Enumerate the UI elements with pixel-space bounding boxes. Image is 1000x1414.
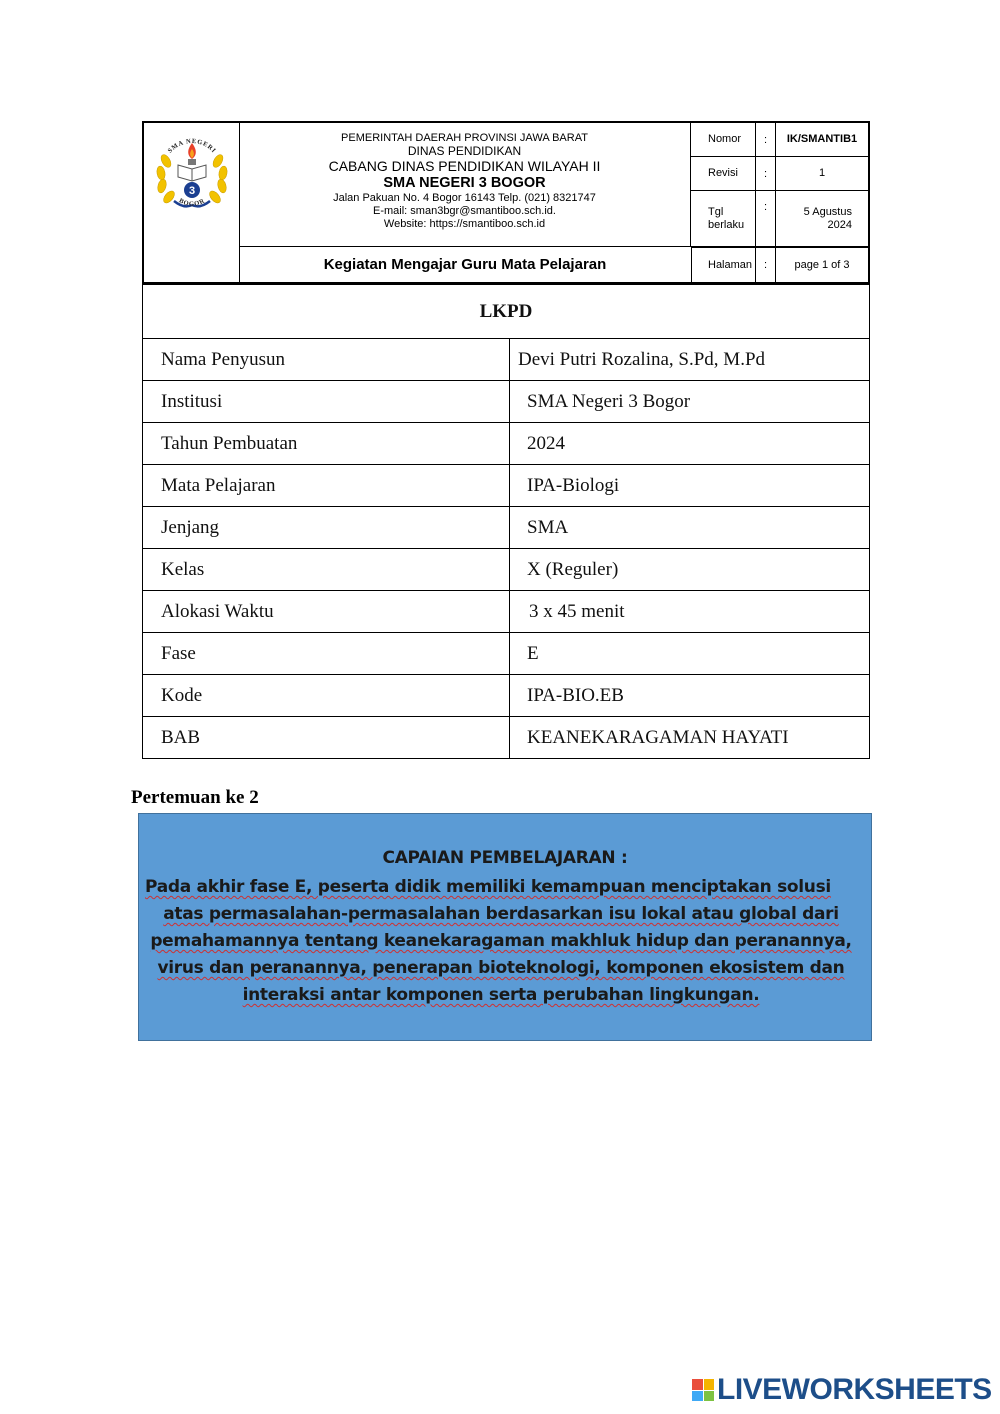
meta-label: Halaman: [691, 248, 756, 282]
row-label: Fase: [143, 633, 510, 675]
table-row: [143, 423, 870, 465]
meta-colon: :: [756, 248, 776, 282]
row-value: SMA Negeri 3 Bogor: [510, 381, 870, 423]
meta-value: page 1 of 3: [794, 258, 850, 271]
meeting-heading: Pertemuan ke 2: [131, 787, 259, 808]
row-label: Kelas: [143, 549, 510, 591]
logo-cell: [144, 123, 240, 282]
liveworksheets-brand: [692, 1375, 992, 1405]
row-value: 3 x 45 menit: [510, 591, 870, 633]
logo-number: 3: [188, 185, 196, 197]
meta-value: 1: [818, 167, 826, 179]
row-label: Tahun Pembuatan: [143, 423, 510, 465]
row-label: Alokasi Waktu: [143, 591, 510, 633]
meta-row-revisi: [691, 157, 868, 191]
email-line: E-mail: sman3bgr@smantiboo.sch.id.: [373, 205, 556, 217]
outcome-line: atas permasalahan-permasalahan berdasarkan isu lokal atau global dari: [163, 904, 839, 924]
document-header: [142, 121, 870, 284]
brand-name: LIVEWORKSHEETS: [717, 1373, 992, 1406]
branch-line: CABANG DINAS PENDIDIKAN WILAYAH II: [328, 158, 601, 174]
activity-title: Kegiatan Mengajar Guru Mata Pelajaran: [239, 247, 692, 282]
meta-row-nomor: [691, 123, 868, 157]
learning-outcome-text: [145, 874, 857, 1009]
row-label: Institusi: [143, 381, 510, 423]
table-row: [143, 633, 870, 675]
row-value: Devi Putri Rozalina, S.Pd, M.Pd: [510, 339, 870, 381]
meta-colon: :: [756, 123, 776, 156]
learning-outcome-title: CAPAIAN PEMBELAJARAN :: [382, 848, 628, 868]
logo-text-bottom: BOGOR: [177, 197, 207, 208]
table-row: [143, 549, 870, 591]
table-row: [143, 465, 870, 507]
institution-cell: [239, 123, 691, 247]
row-value: IPA-BIO.EB: [510, 675, 870, 717]
row-value: E: [510, 633, 870, 675]
row-label: BAB: [143, 717, 510, 759]
meta-value: IK/SMANTIB1: [786, 133, 858, 145]
row-value: X (Reguler): [510, 549, 870, 591]
address-line: Jalan Pakuan No. 4 Bogor 16143 Telp. (021) 8321747: [333, 192, 596, 204]
outcome-line: pemahamannya tentang keanekaragaman makhluk hidup dan peranannya,: [150, 931, 852, 951]
table-row: [143, 591, 870, 633]
row-label: Kode: [143, 675, 510, 717]
row-label: Mata Pelajaran: [143, 465, 510, 507]
meta-row-tgl-berlaku: [691, 191, 868, 247]
table-row: [143, 675, 870, 717]
liveworksheets-logo-icon: [692, 1379, 714, 1401]
row-label: Jenjang: [143, 507, 510, 549]
table-row: [143, 717, 870, 759]
website-line: Website: https://smantiboo.sch.id: [383, 218, 546, 230]
lkpd-info-table: [142, 284, 870, 759]
learning-outcome-box: [138, 813, 872, 1041]
table-row: [143, 339, 870, 381]
table-title-row: [143, 285, 870, 339]
row-label: Nama Penyusun: [143, 339, 510, 381]
meta-colon: :: [756, 191, 776, 246]
table-row: [143, 381, 870, 423]
dept-line: DINAS PENDIDIKAN: [407, 144, 522, 158]
meta-label: Nomor: [691, 123, 756, 156]
gov-line: PEMERINTAH DAERAH PROVINSI JAWA BARAT: [341, 132, 588, 144]
meta-value: 5 Agustus 2024: [803, 205, 852, 231]
meta-label: Tgl berlaku: [691, 191, 756, 246]
row-value: IPA-Biologi: [510, 465, 870, 507]
logo-text-top: SMA NEGERI: [166, 137, 218, 155]
outcome-line: interaksi antar komponen serta perubahan lingkungan.: [242, 985, 760, 1005]
school-name: SMA NEGERI 3 BOGOR: [383, 175, 546, 191]
meta-colon: :: [756, 157, 776, 190]
lkpd-title: LKPD: [143, 285, 870, 339]
row-value: SMA: [510, 507, 870, 549]
outcome-line: Pada akhir fase E, peserta didik memiliki kemampuan menciptakan solusi: [145, 877, 831, 897]
school-logo-icon: [144, 123, 239, 282]
meta-row-halaman: [691, 247, 868, 282]
row-value: 2024: [510, 423, 870, 465]
outcome-line: virus dan peranannya, penerapan bioteknologi, komponen ekosistem dan: [157, 958, 845, 978]
row-value: KEANEKARAGAMAN HAYATI: [510, 717, 870, 759]
meta-label: Revisi: [691, 157, 756, 190]
table-row: [143, 507, 870, 549]
